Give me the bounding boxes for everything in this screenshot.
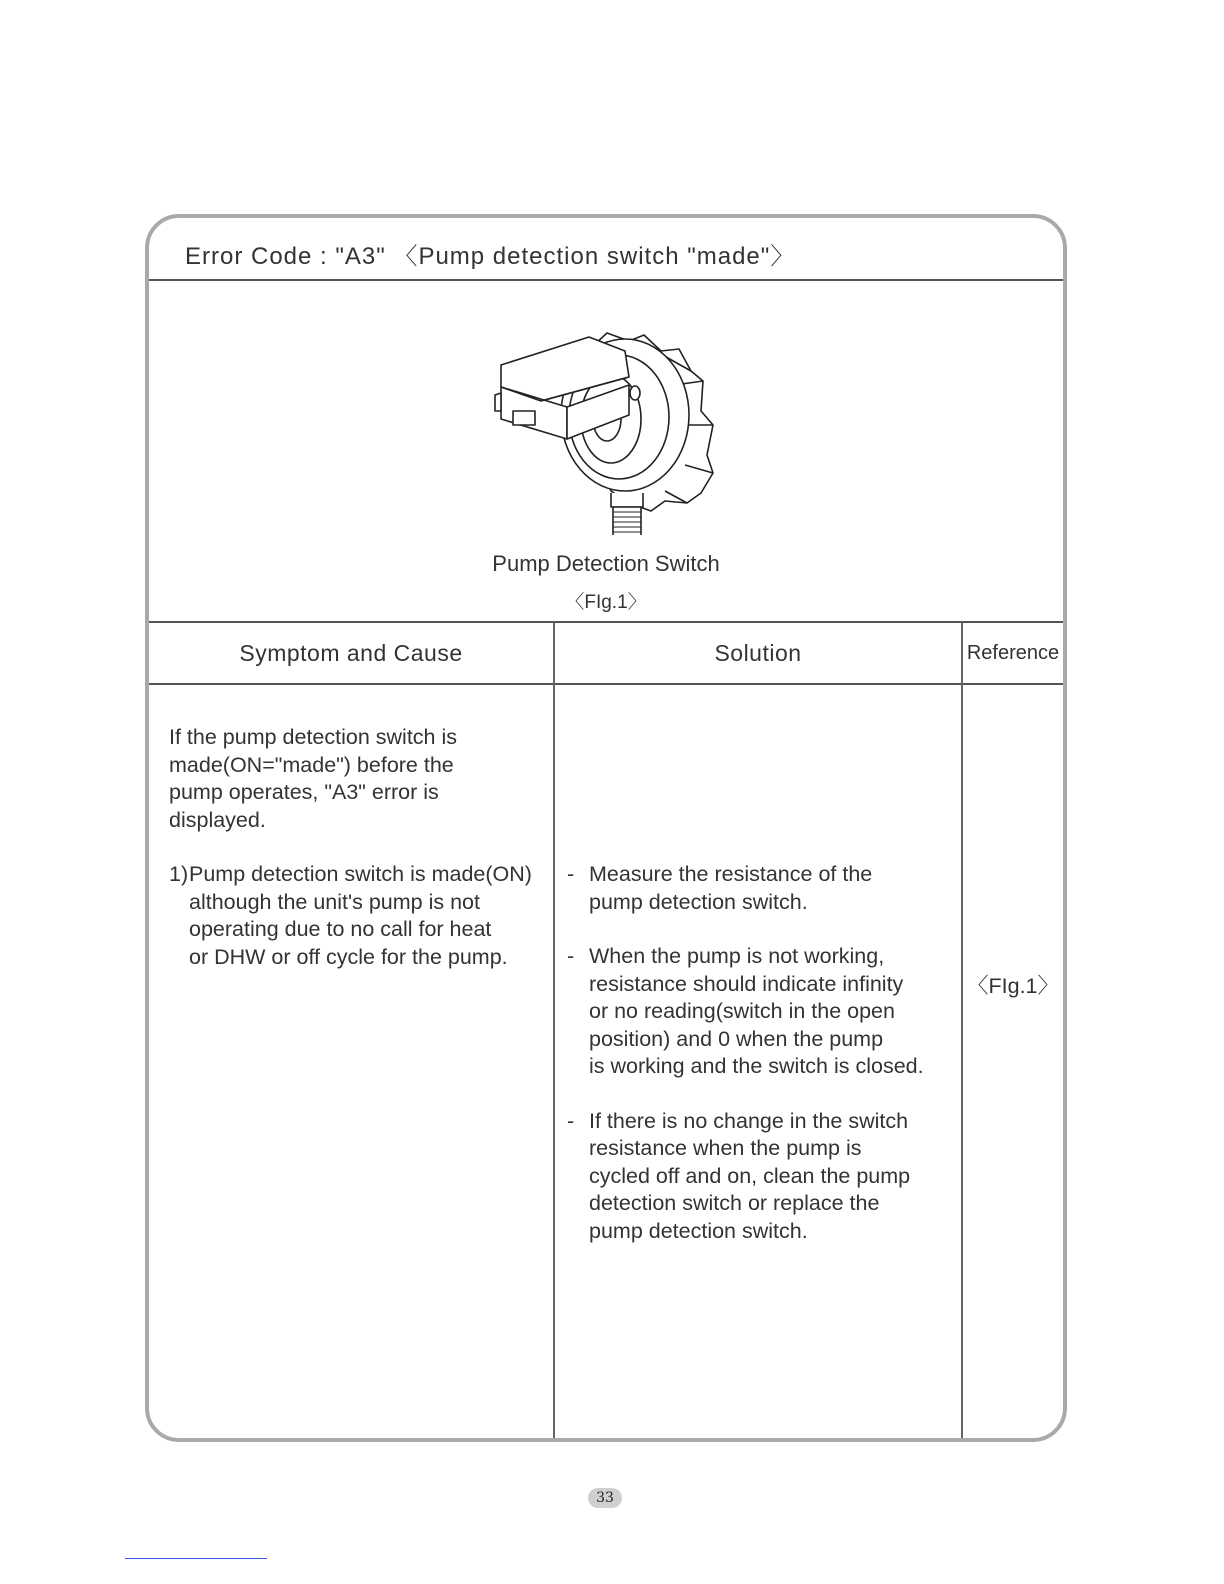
column-divider-2 (961, 623, 963, 1438)
symptom-cell (169, 724, 549, 971)
figure-caption: Pump Detection Switch (492, 551, 720, 576)
solution-item-3: - If there is no change in the switch resistance when the pump is cycled off and on, clean the pump detection switch or replace the pump detection switch. (567, 1108, 911, 1243)
panel-header (149, 218, 1063, 281)
page-number: 33 (588, 1488, 622, 1508)
symptom-header: Symptom and Cause (239, 640, 463, 666)
pump-detection-switch-icon (479, 315, 729, 535)
figure-area (149, 281, 1063, 623)
symptom-item-1: 1) Pump detection switch is made(ON) although the unit's pump is not operating due to no call for heat or DHW or off cycle for the pump. (169, 862, 532, 969)
error-code-panel (145, 214, 1067, 1442)
header-rule (149, 683, 1063, 685)
symptom-intro: If the pump detection switch is made(ON="made") before the pump operates, "A3" error is displayed. (169, 725, 458, 832)
error-code-title: Error Code : "A3" 〈Pump detection switch "made"〉 (185, 243, 796, 270)
figure-label: 〈FIg.1〉 (565, 592, 647, 613)
solution-header: Solution (714, 640, 802, 666)
solution-item-2: - When the pump is not working, resistance should indicate infinity or no reading(switch in the open position) and 0 when the pump is working and the switch is closed. (567, 944, 924, 1078)
reference-cell: 〈FIg.1〉 (967, 974, 1059, 998)
solution-item-1: - Measure the resistance of the pump detection switch. (567, 862, 873, 914)
solution-cell (567, 861, 957, 1272)
link-underline (125, 1558, 267, 1559)
reference-header: Reference (966, 642, 1060, 664)
column-divider-1 (553, 623, 555, 1438)
